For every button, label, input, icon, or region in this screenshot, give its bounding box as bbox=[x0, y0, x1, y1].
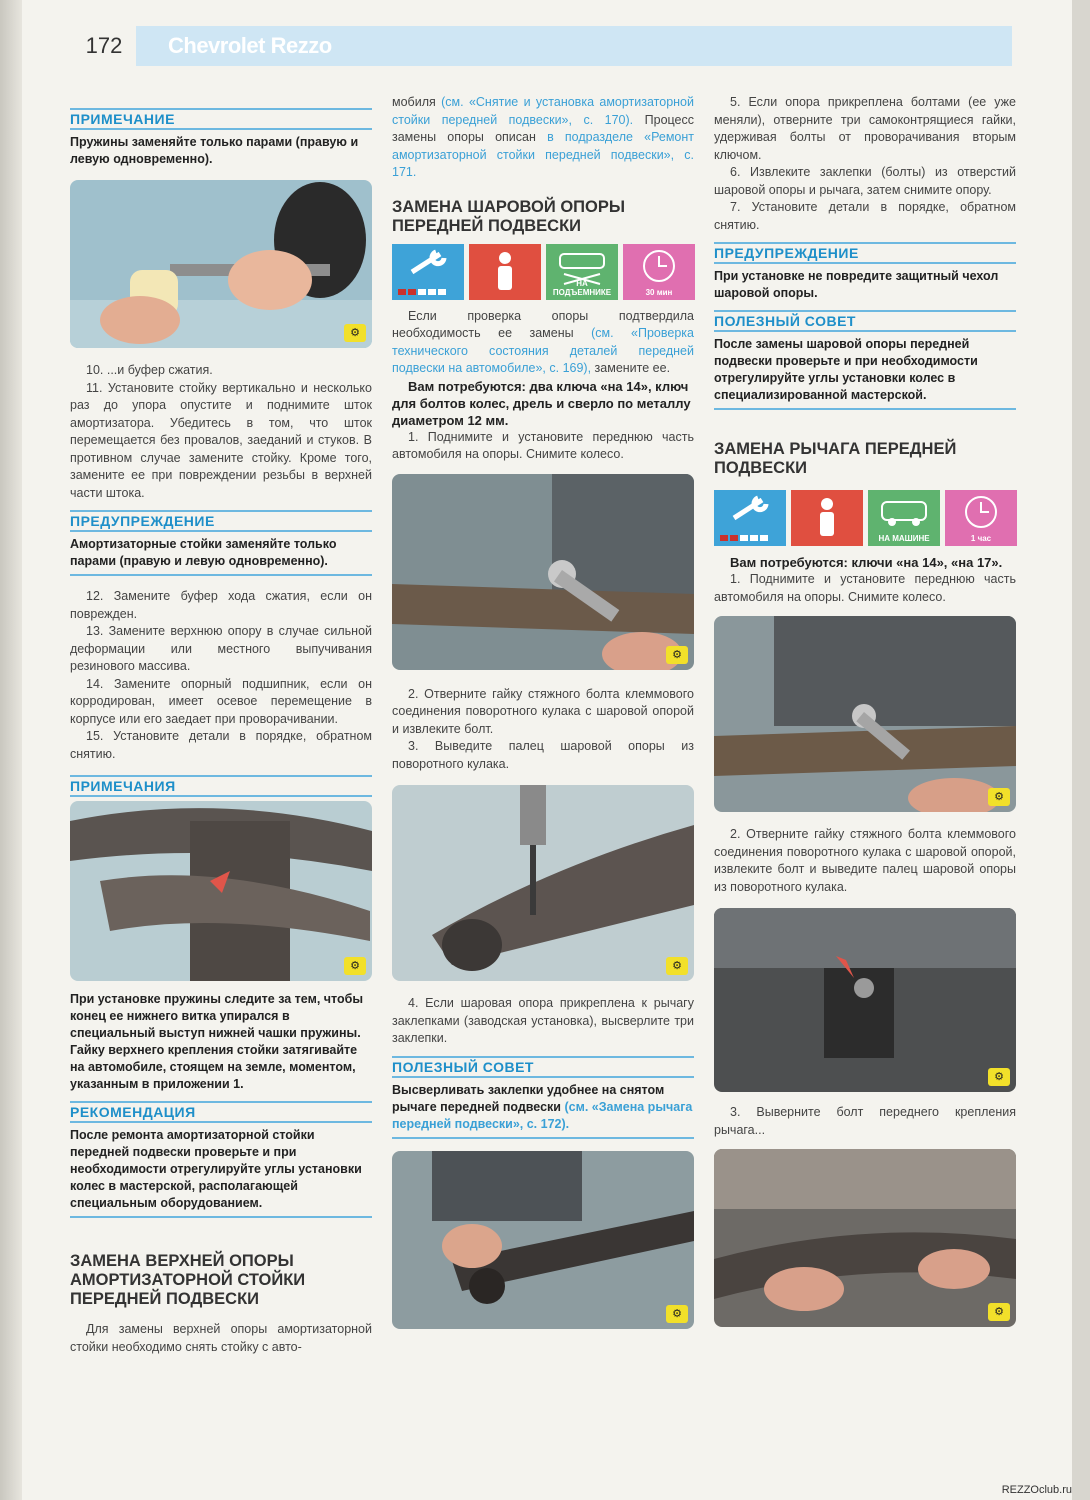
intro-text bbox=[392, 308, 694, 378]
skill-level-badge: ⚙ bbox=[344, 324, 366, 342]
step-1: 1. Поднимите и установите переднюю часть автомобиля на опоры. Снимите колесо. bbox=[392, 429, 694, 461]
photo-arm-removal bbox=[714, 1149, 1016, 1327]
skill-level-badge: ⚙ bbox=[344, 957, 366, 975]
cont-text-1: мобиля bbox=[392, 95, 442, 109]
photo-drilling bbox=[392, 785, 694, 981]
wrench-icon bbox=[392, 244, 464, 300]
step-12: 12. Замените буфер хода сжатия, если он поврежден. bbox=[70, 589, 372, 621]
photo-ball-joint-nut bbox=[392, 474, 694, 670]
section-title-ball-joint: ЗАМЕНА ШАРОВОЙ ОПОРЫ ПЕРЕДНЕЙ ПОДВЕСКИ bbox=[392, 197, 626, 235]
lift-icon bbox=[546, 244, 618, 300]
tools-needed: Вам потребуются: два ключа «на 14», ключ для болтов колес, дрель и сверло по металлу диаметром 12 мм. bbox=[392, 378, 691, 428]
section-text-upper-mount: Для замены верхней опоры амортизаторной стойки необходимо снять стойку с авто- bbox=[70, 1322, 372, 1354]
warning-title: ПРЕДУПРЕЖДЕНИЕ bbox=[70, 510, 372, 532]
intro-1: Если проверка опоры подтвердила необходимость ее замены bbox=[392, 308, 694, 340]
photo-ball-joint-wrench-image bbox=[392, 1151, 694, 1329]
photo-buffer bbox=[70, 180, 372, 348]
column-2 bbox=[392, 94, 694, 1329]
tip-text-main: Высверливать заклепки удобнее на снятом рычаге передней подвески bbox=[392, 1082, 665, 1114]
skill-level-badge: ⚙ bbox=[988, 1068, 1010, 1086]
section-title-control-arm: ЗАМЕНА РЫЧАГА ПЕРЕДНЕЙ ПОДВЕСКИ bbox=[714, 440, 957, 477]
book-spine bbox=[0, 0, 22, 1500]
wrench-icon bbox=[714, 490, 786, 546]
notes-text-2: Гайку верхнего крепления стойки затягивайте на автомобиле, стоящем на земле, моментом, указанным в приложении 1. bbox=[70, 1043, 358, 1091]
note-title: ПРИМЕЧАНИЕ bbox=[70, 108, 372, 130]
step-14: 14. Замените опорный подшипник, если он корродирован, имеет осевое перемещение в корпусе или его заедает при проворачивании. bbox=[70, 676, 372, 726]
page-number: 172 bbox=[72, 26, 136, 66]
step-4: 4. Если шаровая опора прикреплена к рычагу заклепками (заводская установка), высверлите три заклепки. bbox=[392, 996, 694, 1045]
brand-title: Chevrolet Rezzo bbox=[168, 33, 332, 58]
warning-text-2: При установке не повредите защитный чехол шаровой опоры. bbox=[714, 269, 999, 300]
lift-label: НА ПОДЪЕМНИКЕ bbox=[552, 278, 612, 297]
notes-title: ПРИМЕЧАНИЯ bbox=[70, 775, 372, 797]
photo-spring-seat-image bbox=[70, 801, 372, 981]
photo-buffer-image bbox=[70, 180, 372, 348]
car-icon bbox=[868, 490, 940, 546]
site-footer: REZZOclub.ru bbox=[1001, 1484, 1072, 1496]
warning-text: Амортизаторные стойки заменяйте только парами (правую и левую одновременно). bbox=[70, 536, 372, 576]
photo-drilling-image bbox=[392, 785, 694, 981]
tools-needed-2: Вам потребуются: ключи «на 14», «на 17». bbox=[730, 555, 1003, 570]
clock-icon bbox=[623, 244, 695, 300]
step-3-arm: 3. Выверните болт переднего крепления рычага... bbox=[714, 1105, 1016, 1137]
page-edge bbox=[1072, 0, 1090, 1500]
step-7: 7. Установите детали в порядке, обратном снятию. bbox=[714, 200, 1016, 232]
step-13: 13. Замените верхнюю опору в случае сильной деформации или местного выпучивания резинового массива. bbox=[70, 624, 372, 673]
time-label-2: 1 час bbox=[970, 534, 992, 543]
tip-title: ПОЛЕЗНЫЙ СОВЕТ bbox=[392, 1056, 694, 1078]
skill-level-badge: ⚙ bbox=[666, 1305, 688, 1323]
intro-2: замените ее. bbox=[591, 361, 671, 375]
clock-icon bbox=[945, 490, 1017, 546]
step-1-arm: 1. Поднимите и установите переднюю часть автомобиля на опоры. Снимите колесо. bbox=[714, 572, 1016, 604]
cont-link-1[interactable]: (см. «Снятие и установка амортизаторной стойки передней подвески», с. 170). bbox=[392, 95, 694, 127]
photo-ball-joint-wrench bbox=[392, 1151, 694, 1329]
tip-text-2: После замены шаровой опоры передней подвески проверьте и при необходимости отрегулируйте углы установки колес в специализированной мастерской. bbox=[714, 336, 1016, 410]
intro-link[interactable]: (см. «Проверка технического состояния деталей передней подвески на автомобиле», с. 169), bbox=[392, 326, 694, 375]
skill-level-badge: ⚙ bbox=[988, 1303, 1010, 1321]
cont-link-2[interactable]: в подразделе «Ремонт амортизаторной стойки передней подвески», с. 171. bbox=[392, 130, 695, 179]
car-label: НА МАШИНЕ bbox=[878, 534, 930, 543]
cont-text-2: Процесс замены опоры описан bbox=[392, 112, 694, 144]
step-11: 11. Установите стойку вертикально и несколько раз до упора опустите и поднимите шток амортизатора. Убедитесь в том, что шток перемещается без провалов, заеданий и стуков. В противном случае замените стойку. Кроме того, замените ее при повреждении резьбы в верхней части штока. bbox=[70, 380, 372, 500]
recommendation-title: РЕКОМЕНДАЦИЯ bbox=[70, 1101, 372, 1123]
step-2-arm: 2. Отверните гайку стяжного болта клеммового соединения поворотного кулака с шаровой опорой, извлеките болт и выведите палец шаровой опоры из поворотного кулака. bbox=[714, 827, 1016, 894]
column-3 bbox=[714, 94, 1016, 1327]
photo-ball-joint-nut-image bbox=[392, 474, 694, 670]
photo-front-bolt-image bbox=[714, 908, 1016, 1092]
photo-spring-seat bbox=[70, 801, 372, 981]
person-icon bbox=[469, 244, 541, 300]
step-5: 5. Если опора прикреплена болтами (ее уже меняли), отверните три самоконтрящиеся гайки, удерживая болты от проворачивания вторым ключом. bbox=[714, 95, 1016, 162]
continuation-text bbox=[392, 94, 694, 182]
warning-title-2: ПРЕДУПРЕЖДЕНИЕ bbox=[714, 242, 1016, 264]
note-text: Пружины заменяйте только парами (правую и левую одновременно). bbox=[70, 135, 359, 166]
notes-text-1: При установке пружины следите за тем, чтобы конец ее нижнего витка упирался в специальный выступ нижней чашки пружины. bbox=[70, 992, 364, 1040]
photo-front-bolt bbox=[714, 908, 1016, 1092]
skill-level-badge: ⚙ bbox=[666, 957, 688, 975]
recommendation-text: После ремонта амортизаторной стойки передней подвески проверьте и при необходимости отрегулируйте углы установки колес в мастерской, располагающей специальным оборудованием. bbox=[70, 1127, 372, 1218]
tip-text bbox=[392, 1082, 694, 1139]
page-header bbox=[72, 26, 1012, 66]
photo-arm-removal-image bbox=[714, 1149, 1016, 1327]
step-3: 3. Выведите палец шаровой опоры из поворотного кулака. bbox=[392, 739, 694, 771]
column-1 bbox=[70, 104, 372, 1356]
time-label: 30 мин bbox=[645, 287, 673, 297]
requirement-icons-2 bbox=[714, 490, 1016, 546]
step-6: 6. Извлеките заклепки (болты) из отверстий шаровой опоры и рычага, затем снимите опору. bbox=[714, 165, 1016, 197]
step-2: 2. Отверните гайку стяжного болта клеммового соединения поворотного кулака с шаровой опорой и извлеките болт. bbox=[392, 686, 694, 736]
step-15: 15. Установите детали в порядке, обратном снятию. bbox=[70, 729, 372, 761]
tip-link[interactable]: (см. «Замена рычага передней подвески», с. 172). bbox=[392, 1099, 693, 1131]
skill-level-badge: ⚙ bbox=[988, 788, 1010, 806]
skill-level-badge: ⚙ bbox=[666, 646, 688, 664]
step-10: 10. ...и буфер сжатия. bbox=[86, 363, 213, 377]
photo-arm-nut bbox=[714, 616, 1016, 812]
photo-arm-nut-image bbox=[714, 616, 1016, 812]
person-icon bbox=[791, 490, 863, 546]
tip-title-2: ПОЛЕЗНЫЙ СОВЕТ bbox=[714, 310, 1016, 332]
section-title-upper-mount: ЗАМЕНА ВЕРХНЕЙ ОПОРЫ АМОРТИЗАТОРНОЙ СТОЙКИ ПЕРЕДНЕЙ ПОДВЕСКИ bbox=[70, 1252, 306, 1308]
requirement-icons bbox=[392, 244, 694, 300]
